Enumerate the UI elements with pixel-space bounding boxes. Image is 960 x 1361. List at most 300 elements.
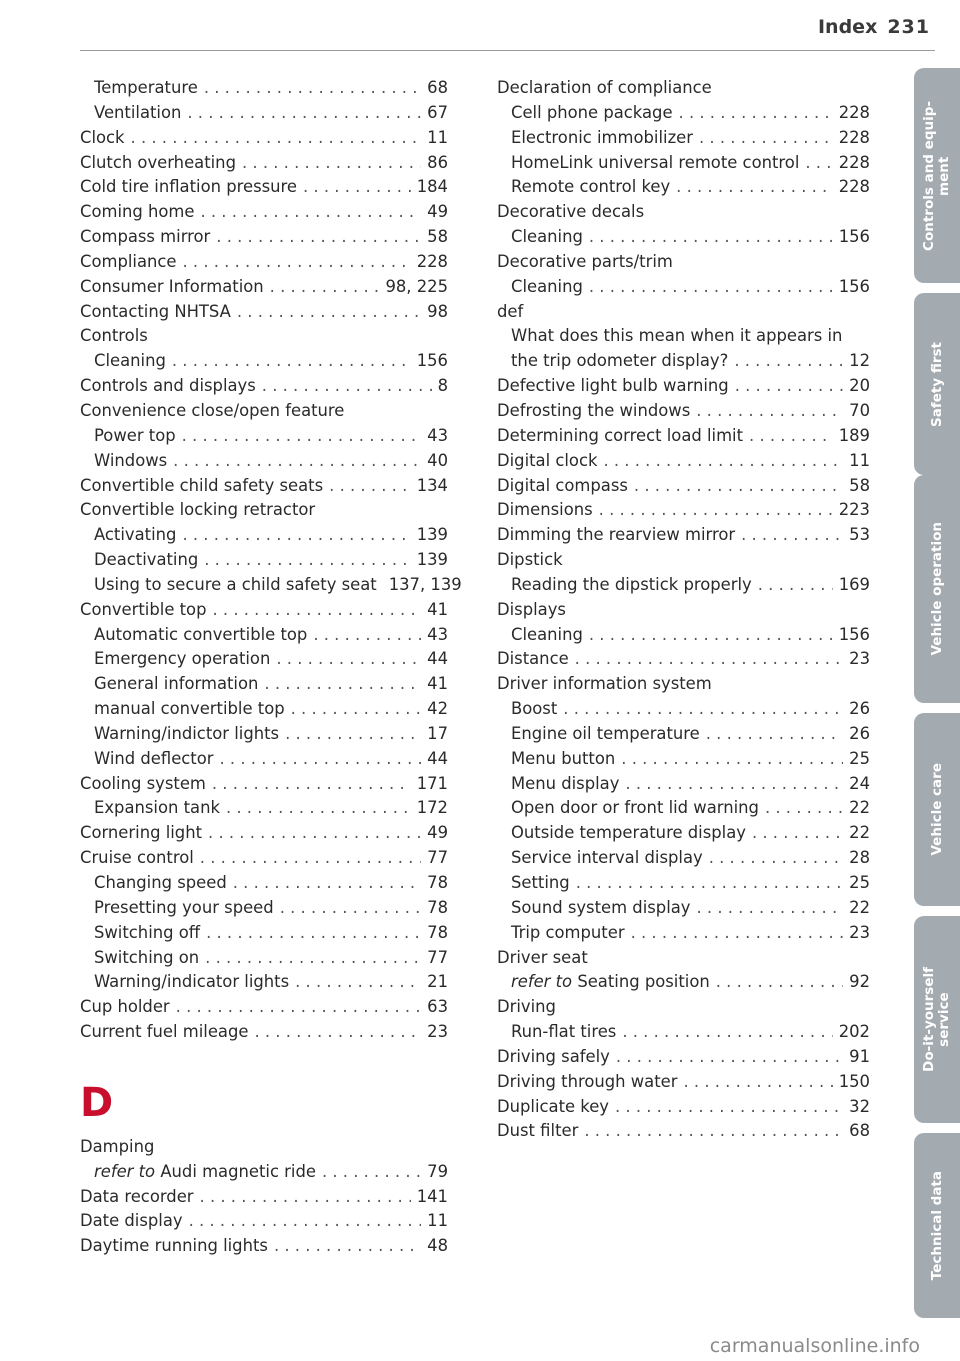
chapter-tab-label: Do-it-yourself service	[921, 967, 952, 1072]
page-reference: 43	[427, 624, 448, 644]
page-reference: 22	[849, 798, 870, 818]
entry-term: Menu display	[511, 773, 620, 793]
entry-term: Convertible locking retractor	[80, 500, 316, 520]
index-entry	[80, 772, 448, 797]
entry-term: Switching on	[94, 947, 200, 967]
entry-term: Automatic convertible top	[94, 624, 308, 644]
page-reference: 42	[427, 699, 448, 719]
leader-dots	[709, 846, 843, 871]
page-reference: 228	[838, 177, 870, 197]
index-subentry	[80, 548, 448, 573]
entry-term: Warning/indicator lights	[94, 972, 290, 992]
leader-dots	[291, 697, 422, 722]
page-reference: 12	[849, 351, 870, 371]
cross-reference-prefix: refer to	[94, 1161, 156, 1181]
index-entry	[80, 151, 448, 176]
leader-dots	[172, 349, 411, 374]
leader-dots	[205, 946, 421, 971]
index-entry	[80, 1209, 448, 1234]
entry-term: Declaration of compliance	[497, 78, 712, 97]
leader-dots	[189, 1209, 422, 1234]
leader-dots	[575, 647, 843, 672]
index-entry	[497, 474, 870, 499]
index-subentry	[80, 349, 448, 374]
index-subentry	[497, 772, 870, 797]
page-reference: 32	[849, 1096, 870, 1116]
leader-dots	[589, 275, 833, 300]
entry-term: Power top	[94, 425, 176, 445]
chapter-tab[interactable]	[914, 293, 960, 475]
index-entry	[80, 324, 448, 349]
index-subentry	[80, 1160, 448, 1185]
index-subentry	[497, 697, 870, 722]
index-entry	[80, 200, 448, 225]
entry-term: Changing speed	[94, 873, 227, 892]
entry-term: Distance	[497, 649, 569, 669]
index-entry	[497, 399, 870, 424]
index-subentry	[497, 871, 870, 896]
entry-term: Controls	[80, 326, 148, 346]
leader-dots	[741, 523, 843, 548]
entry-term: Engine oil temperature	[511, 723, 700, 743]
entry-term: Determining correct load limit	[497, 425, 744, 445]
page-reference: 92	[849, 972, 870, 992]
entry-term: the trip odometer display?	[511, 351, 729, 371]
index-entry	[80, 175, 448, 200]
entry-term: Consumer Information	[80, 276, 264, 296]
index-subentry	[497, 846, 870, 871]
index-subentry	[497, 573, 870, 598]
entry-term: General information	[94, 674, 259, 694]
entry-term	[511, 970, 710, 995]
leader-dots	[303, 175, 411, 200]
page-reference: 21	[427, 972, 448, 992]
page-reference: 23	[849, 649, 870, 669]
entry-term: Decorative parts/trim	[497, 251, 673, 271]
watermark: carmanualsonline.info	[709, 1335, 920, 1357]
page-reference: 171	[416, 773, 448, 793]
leader-dots	[212, 598, 421, 623]
page-reference: 98, 225	[385, 276, 448, 296]
page-reference: 23	[427, 1022, 448, 1042]
leader-dots	[599, 498, 833, 523]
page-reference: 228	[838, 102, 870, 122]
index-subentry	[497, 921, 870, 946]
entry-term: Windows	[94, 450, 168, 470]
leader-dots	[679, 101, 833, 126]
entry-term: Sound system display	[511, 897, 691, 917]
page-reference: 22	[849, 823, 870, 843]
entry-term: Cleaning	[511, 624, 583, 644]
page-reference: 26	[849, 699, 870, 719]
index-subentry	[80, 970, 448, 995]
index-entry	[497, 995, 870, 1020]
entry-term	[94, 1160, 316, 1185]
page-reference: 53	[849, 525, 870, 545]
page-reference: 17	[427, 723, 448, 743]
leader-dots	[758, 573, 833, 598]
chapter-tab[interactable]	[914, 68, 960, 283]
page-reference: 25	[849, 873, 870, 892]
section-letter: D	[80, 1079, 114, 1126]
leader-dots	[200, 1185, 411, 1210]
leader-dots	[204, 76, 421, 101]
page-reference: 228	[416, 251, 448, 271]
entry-term: Using to secure a child safety seat	[94, 574, 377, 594]
index-entry	[497, 250, 870, 275]
leader-dots	[220, 747, 422, 772]
leader-dots	[262, 374, 432, 399]
entry-term: Date display	[80, 1211, 183, 1231]
page-reference: 202	[838, 1022, 870, 1042]
index-subentry	[80, 449, 448, 474]
entry-term: Remote control key	[511, 177, 671, 197]
index-entry	[80, 225, 448, 250]
index-entry	[497, 946, 870, 971]
leader-dots	[233, 871, 421, 896]
index-subentry	[80, 946, 448, 971]
index-subentry	[80, 623, 448, 648]
index-subentry	[80, 697, 448, 722]
cross-reference-prefix: refer to	[511, 972, 573, 992]
entry-term: Switching off	[94, 922, 201, 942]
index-entry	[497, 76, 870, 101]
index-entry	[80, 1020, 448, 1045]
index-entry	[497, 598, 870, 623]
entry-term: Cooling system	[80, 773, 206, 793]
entry-term: Cup holder	[80, 997, 170, 1017]
index-subentry	[80, 747, 448, 772]
entry-term: Run-flat tires	[511, 1022, 617, 1042]
index-subentry	[80, 101, 448, 126]
page-reference: 25	[849, 748, 870, 768]
chapter-tab-label: Safety first	[928, 341, 945, 427]
index-entry	[80, 399, 448, 424]
entry-term: Cell phone package	[511, 102, 673, 122]
page-reference: 156	[838, 227, 870, 247]
entry-term: Driving through water	[497, 1071, 678, 1091]
index-entry	[497, 523, 870, 548]
entry-term: Cruise control	[80, 848, 194, 868]
entry-term: Convertible top	[80, 599, 207, 619]
chapter-tab-label: Vehicle operation	[928, 522, 945, 656]
entry-term: Controls and displays	[80, 376, 256, 396]
page-reference: 48	[427, 1236, 448, 1256]
leader-dots	[716, 970, 843, 995]
index-entry	[80, 300, 448, 325]
leader-dots	[226, 796, 411, 821]
page-reference: 11	[427, 1211, 448, 1231]
page-reference: 91	[849, 1046, 870, 1066]
index-entry	[80, 1185, 448, 1210]
leader-dots	[242, 151, 421, 176]
page-reference: 77	[427, 848, 448, 868]
index-subentry	[497, 225, 870, 250]
chapter-tab[interactable]	[914, 1133, 960, 1318]
chapter-tab[interactable]	[914, 713, 960, 906]
page-reference: 28	[849, 848, 870, 868]
index-entry	[497, 424, 870, 449]
entry-term: Driving safely	[497, 1046, 610, 1066]
index-entry	[497, 200, 870, 225]
page-reference: 137, 139	[388, 574, 462, 594]
entry-term: Deactivating	[94, 550, 199, 570]
leader-dots	[254, 1020, 421, 1045]
entry-term: Activating	[94, 525, 177, 545]
page-reference: 156	[838, 624, 870, 644]
entry-term: Defrosting the windows	[497, 400, 691, 420]
index-subentry	[80, 672, 448, 697]
entry-term: Daytime running lights	[80, 1236, 268, 1256]
entry-term: Decorative decals	[497, 202, 645, 222]
chapter-tab-label: Controls and equip- ment	[921, 100, 952, 251]
index-subentry	[80, 523, 448, 548]
index-entry	[80, 598, 448, 623]
entry-term: Driver seat	[497, 947, 588, 967]
page-reference: 223	[838, 500, 870, 520]
page-reference: 134	[416, 475, 448, 495]
index-subentry	[497, 623, 870, 648]
leader-dots	[734, 349, 843, 374]
page-reference: 44	[427, 748, 448, 768]
index-entry	[497, 1045, 870, 1070]
index-entry	[80, 275, 448, 300]
page-reference: 11	[849, 450, 870, 470]
index-subentry	[497, 896, 870, 921]
entry-term-text: Seating position	[577, 972, 710, 992]
page-reference: 141	[416, 1186, 448, 1206]
index-subentry	[497, 970, 870, 995]
index-entry	[497, 498, 870, 523]
entry-term: Convertible child safety seats	[80, 475, 324, 495]
leader-dots	[699, 126, 833, 151]
index-entry	[497, 1095, 870, 1120]
leader-dots	[200, 200, 421, 225]
index-subentry	[497, 1020, 870, 1045]
page-reference: 24	[849, 773, 870, 793]
index-entry	[497, 1070, 870, 1095]
entry-term: Dipstick	[497, 550, 563, 570]
entry-term: Driving	[497, 997, 556, 1017]
entry-term: Convenience close/open feature	[80, 400, 345, 420]
entry-term: Cold tire inflation pressure	[80, 177, 298, 197]
leader-dots	[603, 449, 843, 474]
page-reference: 184	[416, 177, 448, 197]
index-entry	[497, 1119, 870, 1144]
page-title: Index	[817, 16, 878, 38]
page-reference: 49	[427, 202, 448, 222]
leader-dots	[274, 1234, 421, 1259]
page-reference: 172	[416, 798, 448, 818]
index-subentry	[497, 101, 870, 126]
leader-dots	[208, 821, 421, 846]
entry-term: Dimensions	[497, 500, 593, 520]
entry-term: Data recorder	[80, 1186, 194, 1206]
page-reference: 79	[427, 1161, 448, 1181]
entry-term: Boost	[511, 699, 558, 719]
entry-term: Damping	[80, 1136, 155, 1156]
leader-dots	[212, 772, 411, 797]
entry-term: Dimming the rearview mirror	[497, 525, 736, 545]
index-entry	[497, 300, 870, 325]
chapter-tab-label: Vehicle care	[928, 763, 945, 856]
leader-dots	[216, 225, 421, 250]
index-subentry	[497, 126, 870, 151]
page-reference: 58	[427, 227, 448, 247]
entry-term: Trip computer	[511, 922, 625, 942]
page-reference: 77	[427, 947, 448, 967]
page-reference: 22	[849, 897, 870, 917]
page-reference: 78	[427, 873, 448, 892]
index-entry	[80, 1135, 448, 1160]
page-reference: 23	[849, 922, 870, 942]
leader-dots	[616, 1045, 843, 1070]
page-reference: 11	[427, 127, 448, 147]
entry-term: manual convertible top	[94, 699, 285, 719]
leader-dots	[329, 474, 411, 499]
entry-term: Clock	[80, 127, 125, 147]
entry-term: Expansion tank	[94, 798, 220, 818]
entry-term: Duplicate key	[497, 1096, 609, 1116]
leader-dots	[765, 796, 843, 821]
page-reference: 98	[427, 301, 448, 321]
leader-dots	[589, 623, 833, 648]
page-reference: 44	[427, 649, 448, 669]
entry-term: Digital clock	[497, 450, 598, 470]
leader-dots	[805, 151, 832, 176]
leader-dots	[200, 846, 421, 871]
page-reference: 49	[427, 823, 448, 843]
entry-term: Cleaning	[511, 227, 583, 247]
entry-term: Reading the dipstick properly	[511, 574, 752, 594]
index-subentry	[80, 647, 448, 672]
leader-dots	[576, 871, 843, 896]
page-reference: 139	[416, 525, 448, 545]
leader-dots	[735, 374, 843, 399]
index-column-left	[80, 76, 462, 1259]
entry-term: Temperature	[94, 78, 198, 97]
entry-term: Electronic immobilizer	[511, 127, 694, 147]
index-entry	[80, 126, 448, 151]
index-subentry	[80, 921, 448, 946]
page-reference: 70	[849, 400, 870, 420]
index-subentry	[497, 747, 870, 772]
leader-dots	[697, 896, 844, 921]
leader-dots	[634, 474, 843, 499]
index-subentry	[80, 573, 462, 598]
page-reference: 78	[427, 897, 448, 917]
entry-term: Defective light bulb warning	[497, 376, 729, 396]
page-reference: 86	[427, 152, 448, 172]
index-subentry	[80, 76, 448, 101]
leader-dots	[187, 101, 421, 126]
leader-dots	[176, 995, 421, 1020]
page-reference: 43	[427, 425, 448, 445]
chapter-tab[interactable]	[914, 916, 960, 1123]
entry-term: Compliance	[80, 251, 177, 271]
page-reference: 20	[849, 376, 870, 396]
index-entry	[497, 449, 870, 474]
index-subentry	[80, 722, 448, 747]
index-subentry	[497, 349, 870, 374]
page-reference: 67	[427, 102, 448, 122]
entry-term: Coming home	[80, 202, 195, 222]
leader-dots	[276, 647, 421, 672]
index-subentry	[80, 871, 448, 896]
page-reference: 150	[838, 1071, 870, 1091]
leader-dots	[173, 449, 421, 474]
leader-dots	[683, 1070, 832, 1095]
index-subentry	[80, 896, 448, 921]
index-entry	[80, 250, 448, 275]
page-reference: 58	[849, 475, 870, 495]
page-reference: 26	[849, 723, 870, 743]
index-entry	[80, 995, 448, 1020]
leader-dots	[204, 548, 410, 573]
index-entry	[497, 672, 870, 697]
leader-dots	[563, 697, 843, 722]
index-subentry	[80, 796, 448, 821]
index-entry	[80, 474, 448, 499]
index-column-right	[497, 76, 870, 1144]
index-subentry	[497, 275, 870, 300]
page-reference: 139	[416, 550, 448, 570]
index-entry	[80, 1234, 448, 1259]
entry-term: Warning/indictor lights	[94, 723, 280, 743]
leader-dots	[182, 424, 422, 449]
leader-dots	[615, 1095, 843, 1120]
leader-dots	[706, 722, 843, 747]
index-entry	[80, 821, 448, 846]
entry-term: Driver information system	[497, 674, 712, 694]
page-reference: 169	[838, 574, 870, 594]
leader-dots	[237, 300, 421, 325]
leader-dots	[270, 275, 380, 300]
leader-dots	[182, 523, 410, 548]
index-subentry	[80, 424, 448, 449]
index-entry	[80, 374, 448, 399]
page-reference: 228	[838, 152, 870, 172]
page-reference: 41	[427, 599, 448, 619]
entry-term: Clutch overheating	[80, 152, 236, 172]
page-reference: 78	[427, 922, 448, 942]
entry-term-text: Audi magnetic ride	[160, 1161, 316, 1181]
page-reference: 40	[427, 450, 448, 470]
page-reference: 156	[416, 351, 448, 371]
page-header	[818, 16, 930, 48]
entry-term: Current fuel mileage	[80, 1022, 249, 1042]
index-entry	[497, 647, 870, 672]
leader-dots	[676, 175, 833, 200]
page-reference: 68	[427, 78, 448, 97]
entry-term: Compass mirror	[80, 227, 211, 247]
leader-dots	[206, 921, 421, 946]
chapter-tab[interactable]	[914, 475, 960, 703]
entry-term: def	[497, 301, 524, 321]
index-entry	[497, 374, 870, 399]
entry-term: Presetting your speed	[94, 897, 274, 917]
entry-term: HomeLink universal remote control	[511, 152, 800, 172]
index-entry	[80, 498, 448, 523]
leader-dots	[322, 1160, 421, 1185]
page-reference: 63	[427, 997, 448, 1017]
page-number: 231	[887, 16, 930, 38]
leader-dots	[589, 225, 833, 250]
page-reference: 41	[427, 674, 448, 694]
index-entry	[497, 548, 870, 573]
index-subentry	[497, 722, 870, 747]
leader-dots	[749, 424, 833, 449]
